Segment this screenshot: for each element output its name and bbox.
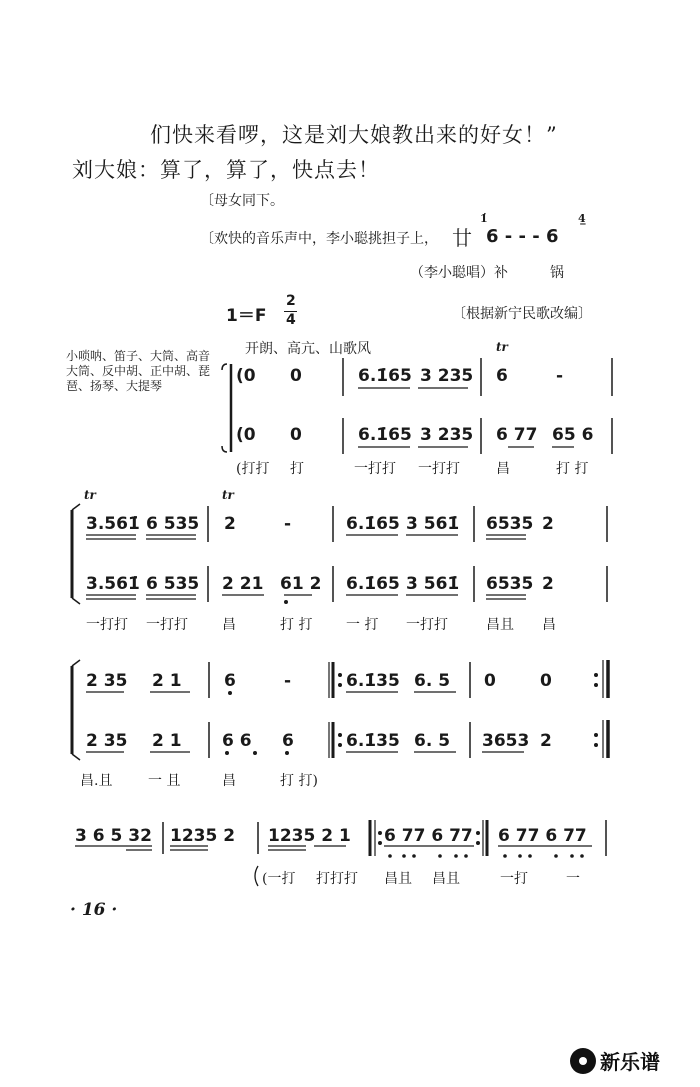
percussion-syllable: (打打 [236, 461, 270, 477]
note-group: 3 6 5 32 [75, 826, 152, 846]
sustain-dash: - [284, 514, 292, 534]
note-group: 3 561̇ [406, 574, 460, 594]
note-group: 3 235 [420, 366, 474, 386]
stage-direction: 〔母女同下。 [200, 193, 284, 209]
instrument-list: 小唢呐、笛子、大筒、高音大筒、反中胡、正中胡、琵琶、扬琴、大提琴 [66, 349, 211, 393]
percussion-syllable: 一 打 [346, 617, 379, 633]
note: 0 [540, 671, 552, 691]
note-group: 6.1̇35 [346, 671, 400, 691]
note: 6 [224, 671, 236, 691]
percussion-syllable: 昌.且 [80, 773, 113, 789]
record-icon [570, 1048, 596, 1074]
source-note: 〔根据新宁民歌改编〕 [452, 306, 592, 322]
note-group: 65 6 [552, 425, 594, 445]
note-group: 2 35 [86, 731, 128, 751]
trill-mark: tr [222, 488, 234, 502]
page-number: · 16 · [70, 900, 118, 920]
sustain-dash: - [284, 671, 292, 691]
stage-direction: 〔欢快的音乐声中，李小聪挑担子上， [200, 231, 438, 247]
note: (0 [236, 425, 256, 445]
grace-note: 1̇ [480, 212, 488, 225]
note-group: 6535 [486, 514, 534, 534]
note-group: 61 2 [280, 574, 322, 594]
percussion-syllable: 一打打 [146, 617, 188, 633]
note-group: 6 6 [222, 731, 252, 751]
percussion-syllable: 昌 [222, 773, 236, 789]
key-signature: 1＝F [226, 306, 267, 326]
note-group: 6535 [486, 574, 534, 594]
note-group: 6.1̇65 [346, 514, 400, 534]
percussion-syllable: 昌 [542, 617, 556, 633]
note-group: 6.1̇65 [358, 366, 412, 386]
note: 2 [542, 514, 554, 534]
note: 0 [290, 366, 302, 386]
percussion-syllable: 打 [290, 461, 304, 477]
note-group: 2 21 [222, 574, 264, 594]
note: 2 [540, 731, 552, 751]
lyric-line: 们快来看啰，这是刘大娘教出来的好女！” [150, 123, 558, 147]
note-group: 2 35 [86, 671, 128, 691]
note-group: 6 535 [146, 514, 200, 534]
note-group: 6 77 6 77 [384, 826, 473, 846]
time-signature-bottom: 4 [286, 312, 296, 328]
dialogue-line: 刘大娘：算了，算了，快点去！ [72, 158, 380, 182]
note-group: 1235 2 1 [268, 826, 351, 846]
percussion-syllable: 昌且 [486, 617, 514, 633]
percussion-syllable: (一打 [262, 871, 296, 887]
percussion-syllable: 打 打) [280, 773, 318, 789]
percussion-syllable: 一打打 [418, 461, 460, 477]
note-group: 6 535 [146, 574, 200, 594]
style-marking: 开朗、高亢、山歌风 [245, 341, 371, 357]
note: (0 [236, 366, 256, 386]
note-group: 6.1̇65 [358, 425, 412, 445]
note: 2 [224, 514, 236, 534]
note-group: 2 1 [152, 671, 182, 691]
note-group: 3 561̇ [406, 514, 460, 534]
intro-notes: 6 - - - 6 [486, 226, 559, 247]
note-group: 6.1̇35 [346, 731, 400, 751]
note: 0 [290, 425, 302, 445]
note-group: 6 77 6 77 [498, 826, 587, 846]
note-group: 6.1̇65 [346, 574, 400, 594]
note-group: 3 235 [420, 425, 474, 445]
percussion-syllable: 一打打 [86, 617, 128, 633]
percussion-syllable: 昌且 [432, 871, 460, 887]
percussion-syllable: 昌 [222, 617, 236, 633]
percussion-syllable: 一打打 [406, 617, 448, 633]
trill-mark: tr [496, 340, 508, 354]
note: 2 [542, 574, 554, 594]
note-group: 6 77 [496, 425, 538, 445]
percussion-syllable: 一打打 [354, 461, 396, 477]
time-signature-top: 2 [286, 293, 296, 309]
note-group: 3653 [482, 731, 530, 751]
percussion-syllable: 打 打 [280, 617, 313, 633]
percussion-syllable: 昌 [496, 461, 510, 477]
percussion-syllable: 一 且 [148, 773, 181, 789]
percussion-syllable: 一 [566, 871, 580, 887]
note-group: 2 1 [152, 731, 182, 751]
watermark-logo [570, 1046, 660, 1075]
percussion-syllable: 昌且 [384, 871, 412, 887]
note-group: 3.561̇ [86, 514, 140, 534]
note: 6 [282, 731, 294, 751]
percussion-syllable: 打打打 [316, 871, 358, 887]
sustain-dash: - [556, 366, 564, 386]
percussion-syllable: 一打 [500, 871, 528, 887]
free-tempo-mark: 廿 [452, 226, 472, 250]
note-group: 3.561̇ [86, 574, 140, 594]
note: 6 [496, 366, 508, 386]
singer-line: （李小聪唱）补 锅 [410, 265, 564, 281]
note-group: 1235 2 [170, 826, 236, 846]
trill-mark: tr [84, 488, 96, 502]
note-group: 6. 5 [414, 671, 451, 691]
percussion-syllable: 打 打 [556, 461, 589, 477]
watermark-text: 新乐谱 [600, 1050, 660, 1074]
note-group: 6. 5 [414, 731, 451, 751]
note: 0 [484, 671, 496, 691]
grace-note: 4̲ [578, 212, 586, 225]
